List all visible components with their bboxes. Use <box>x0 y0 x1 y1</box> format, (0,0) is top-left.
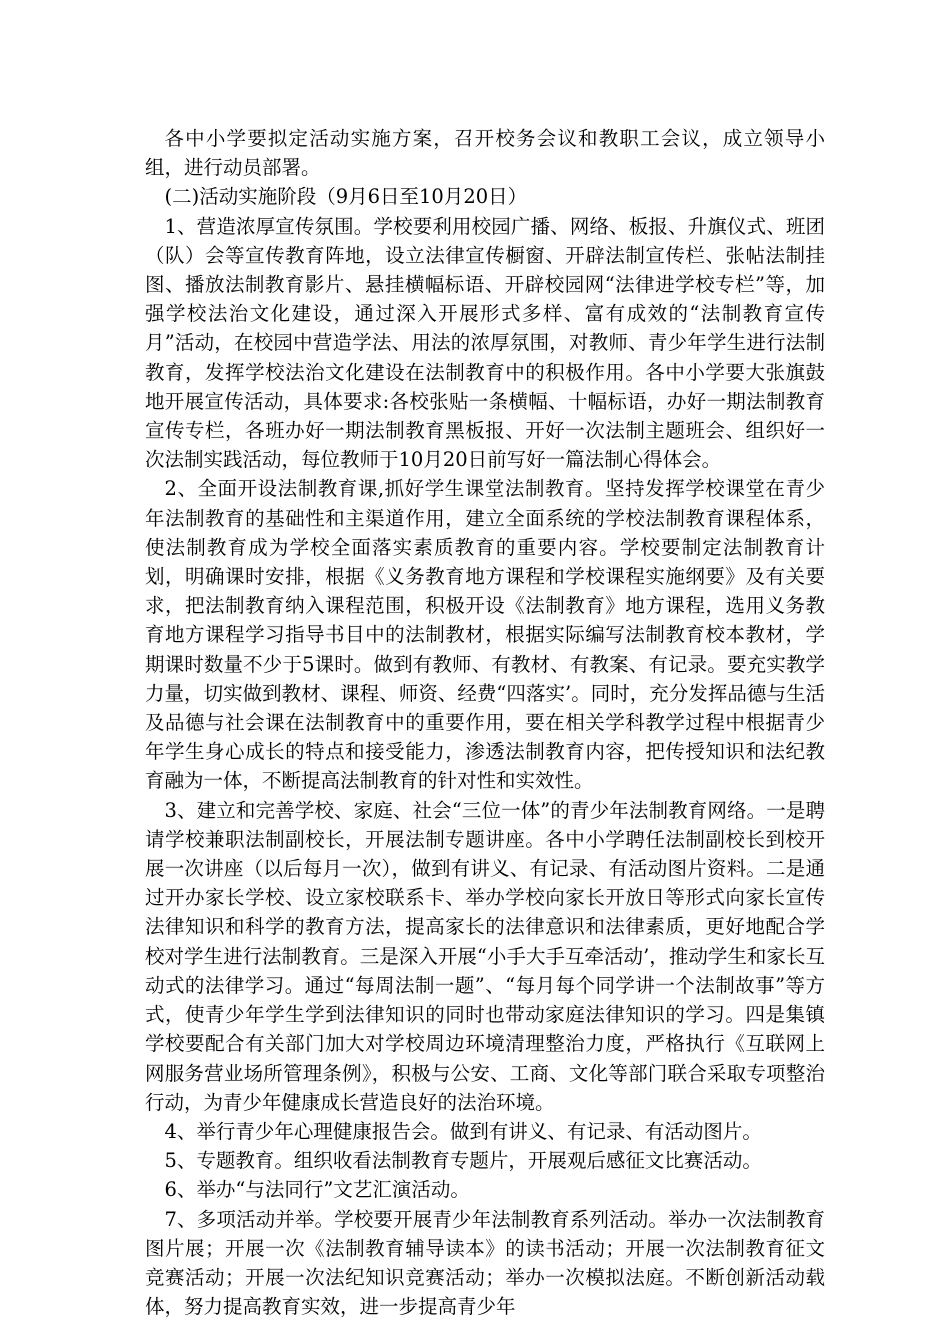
paragraph-item-1: 1、营造浓厚宣传氛围。学校要利用校园广播、网络、板报、升旗仪式、班团（队）会等宣传教育阵地，设立法律宣传橱窗、开辟法制宣传栏、张帖法制挂图、播放法制教育影片、悬挂横幅标语、开辟校园网“法律进学校专栏”等，加强学校法治文化建设，通过深入开展形式多样、富有成效的“法制教育宣传月”活动，在校园中营造学法、用法的浓厚氛围，对教师、青少年学生进行法制教育，发挥学校法治文化建设在法制教育中的积极作用。各中小学要大张旗鼓地开展宣传活动，具体要求:各校张贴一条横幅、十幅标语，办好一期法制教育宣传专栏，各班办好一期法制教育黑板报、开好一次法制主题班会、组织好一次法制实践活动，每位教师于10月20日前写好一篇法制心得体会。 <box>145 214 825 472</box>
paragraph-preparation: 各中小学要拟定活动实施方案，召开校务会议和教职工会议，成立领导小组，进行动员部署。 <box>145 127 825 180</box>
document-page <box>145 124 825 1324</box>
paragraph-item-4: 4、举行青少年心理健康报告会。做到有讲义、有记录、有活动图片。 <box>164 1119 762 1143</box>
paragraph-item-2: 2、全面开设法制教育课,抓好学生课堂法制教育。坚持发挥学校课堂在青少年法制教育的基础性和主渠道作用，建立全面系统的学校法制教育课程体系，使法制教育成为学校全面落实素质教育的重要内容。学校要制定法制教育计划，明确课时安排，根据《义务教育地方课程和学校课程实施纲要》及有关要求，把法制教育纳入课程范围，积极开设《法制教育》地方课程，选用义务教育地方课程学习指导书目中的法制教材，根据实际编写法制教育校本教材，学期课时数量不少于5课时。做到有教师、有教材、有教案、有记录。要充实教学力量，切实做到教材、课程、师资、经费“四落实’。同时，充分发挥品德与生活及品德与社会课在法制教育中的重要作用，要在相关学科教学过程中根据青少年学生身心成长的特点和接受能力，渗透法制教育内容，把传授知识和法纪教育融为一体，不断提高法制教育的针对性和实效性。 <box>145 477 825 793</box>
paragraph-item-3: 3、建立和完善学校、家庭、社会“三位一体”的青少年法制教育网络。一是聘请学校兼职法制副校长，开展法制专题讲座。各中小学聘任法制副校长到校开展一次讲座（以后每月一次），做到有讲义、有记录、有活动图片资料。二是通过开办家长学校、设立家校联系卡、举办学校向家长开放日等形式向家长宣传法律知识和科学的教育方法，提高家长的法律意识和法律素质，更好地配合学校对学生进行法制教育。三是深入开展“小手大手互牵活动’，推动学生和家长互动式的法律学习。通过“每周法制一题”、“每月每个同学讲一个法制故事”等方式，使青少年学生学到法律知识的同时也带动家庭法律知识的学习。四是集镇学校要配合有关部门加大对学校周边环境清理整治力度，严格执行《互联网上网服务营业场所管理条例》，积极与公安、工商、文化等部门联合采取专项整治行动，为青少年健康成长营造良好的法治环境。 <box>145 798 825 1114</box>
paragraph-item-5: 5、专题教育。组织收看法制教育专题片，开展观后感征文比赛活动。 <box>164 1149 762 1173</box>
paragraph-item-6: 6、举办“与法同行”文艺汇演活动。 <box>164 1178 470 1202</box>
paragraph-item-7: 7、多项活动并举。学校要开展青少年法制教育系列活动。举办一次法制教育图片展；开展一次《法制教育辅导读本》的读书活动；开展一次法制教育征文竞赛活动；开展一次法纪知识竞赛活动；举办一次模拟法庭。不断创新活动载体，努力提高教育实效，进一步提高青少年 <box>145 1207 825 1319</box>
section-heading-implementation: (二)活动实施阶段（9月6日至10月20日） <box>164 185 528 209</box>
